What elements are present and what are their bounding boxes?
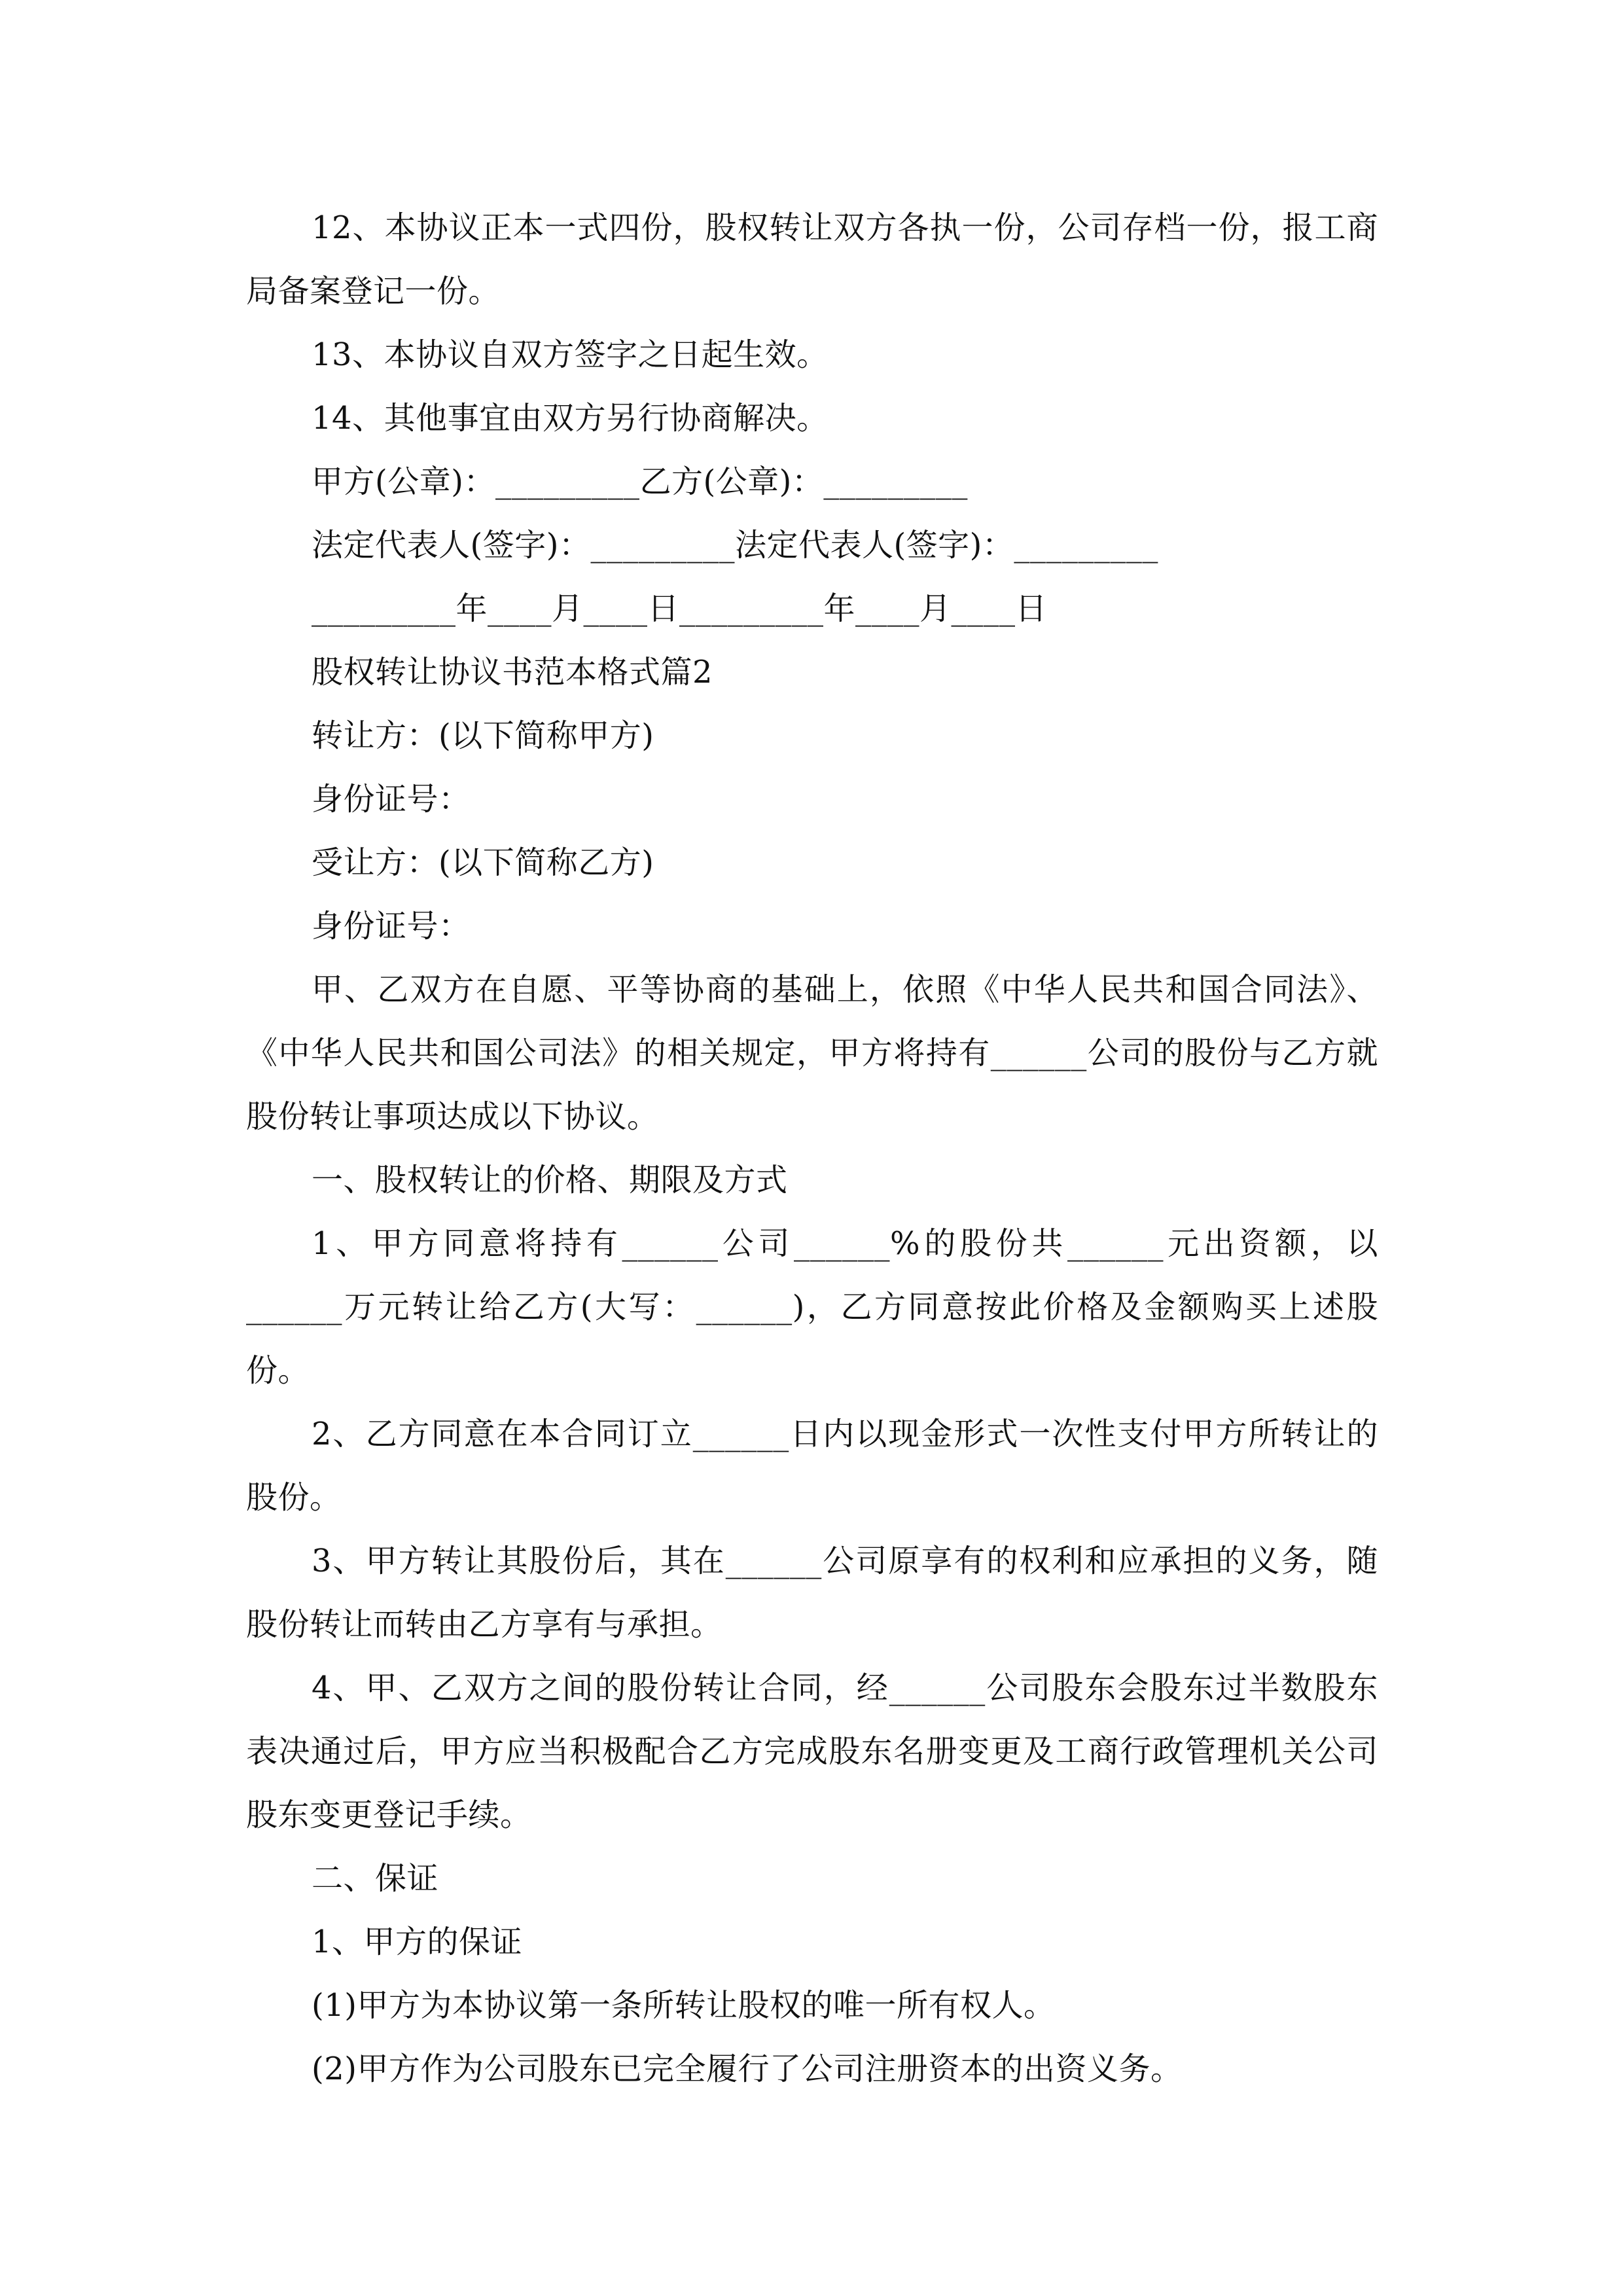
- clause-14: 14、其他事宜由双方另行协商解决。: [312, 400, 829, 437]
- transferor-id-line: 身份证号：: [312, 781, 471, 817]
- signature-line: 法定代表人(签字)：_________法定代表人(签字)：_________: [312, 527, 1158, 564]
- heading-guarantee: 二、保证: [312, 1860, 439, 1897]
- guarantee-item-2: (2)甲方作为公司股东已完全履行了公司注册资本的出资义务。: [312, 2051, 1183, 2087]
- document-body: [246, 196, 1378, 2101]
- transferor-line: 转让方：(以下简称甲方): [312, 717, 654, 754]
- date-line: _________年____月____日_________年____月____日: [312, 590, 1048, 627]
- transferee-line: 受让方：(以下简称乙方): [312, 844, 654, 881]
- transferee-id-line: 身份证号：: [312, 908, 471, 944]
- clause-13: 13、本协议自双方签字之日起生效。: [312, 336, 829, 373]
- clause-12: 12、本协议正本一式四份，股权转让双方各执一份，公司存档一份，报工商局备案登记一份。: [246, 209, 1378, 310]
- heading-price-term: 一、股权转让的价格、期限及方式: [312, 1162, 788, 1198]
- section-title: 股权转让协议书范本格式篇2: [312, 654, 713, 691]
- preamble: 甲、乙双方在自愿、平等协商的基础上，依照《中华人民共和国合同法》、《中华人民共和国公司法》的相关规定，甲方将持有______公司的股份与乙方就股份转让事项达成以下协议。: [246, 971, 1378, 1135]
- seal-line: 甲方(公章)：_________乙方(公章)：_________: [312, 463, 968, 500]
- item-4: 4、甲、乙双方之间的股份转让合同，经______公司股东会股东过半数股东表决通过后，甲方应当积极配合乙方完成股东名册变更及工商行政管理机关公司股东变更登记手续。: [246, 1670, 1378, 1833]
- item-3: 3、甲方转让其股份后，其在______公司原享有的权利和应承担的义务，随股份转让而转由乙方享有与承担。: [246, 1543, 1378, 1643]
- item-1: 1、甲方同意将持有______公司______%的股份共______元出资额，以______万元转让给乙方(大写：______)，乙方同意按此价格及金额购买上述股份。: [246, 1225, 1378, 1389]
- guarantee-party-a: 1、甲方的保证: [312, 1924, 523, 1960]
- guarantee-item-1: (1)甲方为本协议第一条所转让股权的唯一所有权人。: [312, 1987, 1056, 2024]
- item-2: 2、乙方同意在本合同订立______日内以现金形式一次性支付甲方所转让的股份。: [246, 1416, 1378, 1516]
